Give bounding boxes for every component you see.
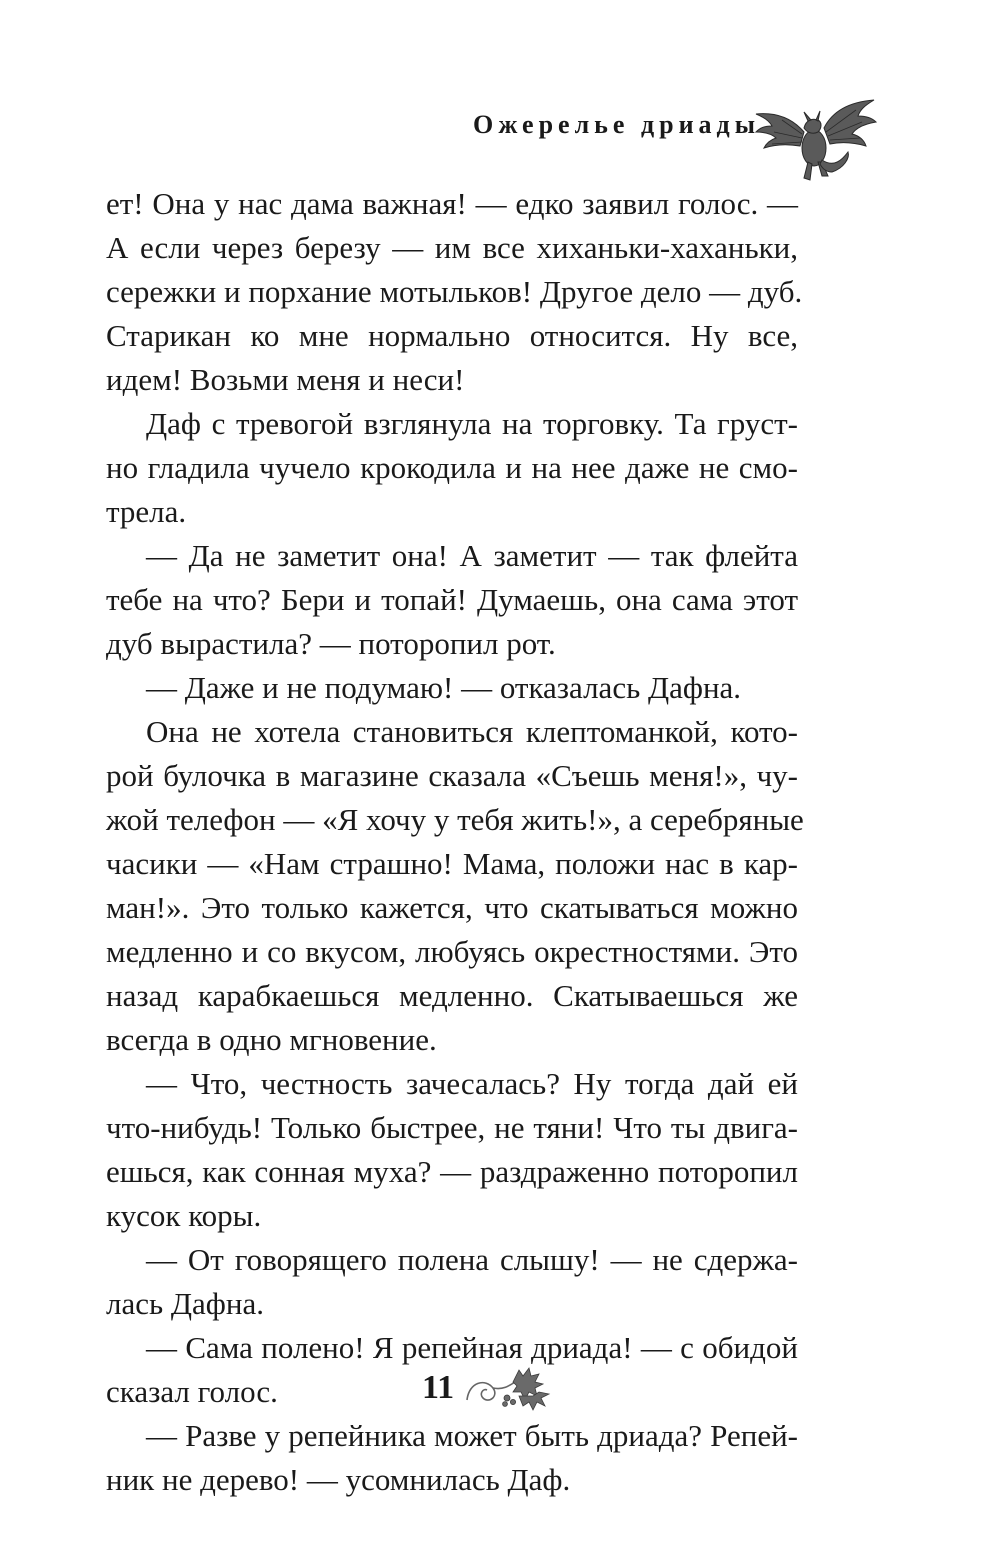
text-line: лась Дафна. [106, 1286, 264, 1321]
page-number: 11 [422, 1369, 455, 1406]
running-header [0, 110, 760, 140]
text-line: — От говорящего полена слышу! — не сдержа- [146, 1242, 798, 1277]
text-line: дуб вырастила? — поторопил рот. [106, 626, 556, 661]
text-line: трела. [106, 494, 187, 529]
text-line: ман!». Это только кажется, что скатываться можно [106, 890, 798, 925]
text-line: тебе на что? Бери и топай! Думаешь, она сама этот [106, 582, 798, 617]
holly-icon [463, 1360, 555, 1416]
text-line: часики — «Нам страшно! Мама, положи нас в кар- [106, 846, 798, 881]
text-line: — Даже и не подумаю! — отказалась Дафна. [146, 670, 742, 705]
text-line: ет! Она у нас дама важная! — едко заявил голос. — [106, 186, 798, 221]
text-line: идем! Возьми меня и неси! [106, 362, 465, 397]
text-line: — Да не заметит она! А заметит — так флейта [146, 538, 798, 573]
text-line: что-нибудь! Только быстрее, не тяни! Что ты двига- [106, 1110, 798, 1145]
text-line: А если через березу — им все хиханьки-хаханьки, [106, 230, 798, 265]
text-line: сережки и порхание мотыльков! Другое дело — дуб. [106, 274, 803, 309]
text-line: ешься, как сонная муха? — раздраженно поторопил [106, 1154, 798, 1189]
text-line: Даф с тревогой взглянула на торговку. Та груст- [146, 406, 798, 441]
text-line: назад карабкаешься медленно. Скатываешься же [106, 978, 798, 1013]
text-line: всегда в одно мгновение. [106, 1022, 437, 1057]
text-line: — Сама полено! Я репейная дриада! — с обидой [146, 1330, 798, 1365]
text-line: сказал голос. [106, 1374, 278, 1409]
text-line: кусок коры. [106, 1198, 262, 1233]
text-line: Она не хотела становиться клептоманкой, кото- [146, 714, 798, 749]
text-line: но гладила чучело крокодила и на нее даже не смо- [106, 450, 798, 485]
text-line: Старикан ко мне нормально относится. Ну все, [106, 318, 798, 353]
text-line: рой булочка в магазине сказала «Съешь меня!», чу- [106, 758, 798, 793]
body-text [106, 182, 804, 1502]
text-line: ник не дерево! — усомнилась Даф. [106, 1462, 571, 1497]
text-line: — Разве у репейника может быть дриада? Репей- [146, 1418, 798, 1453]
running-title: Ожерелье дриады [472, 110, 760, 139]
text-line: — Что, честность зачесалась? Ну тогда дай ей [146, 1066, 798, 1101]
text-line: жой телефон — «Я хочу у тебя жить!», а серебряные [106, 802, 804, 837]
text-line: медленно и со вкусом, любуясь окрестностями. Это [106, 934, 798, 969]
